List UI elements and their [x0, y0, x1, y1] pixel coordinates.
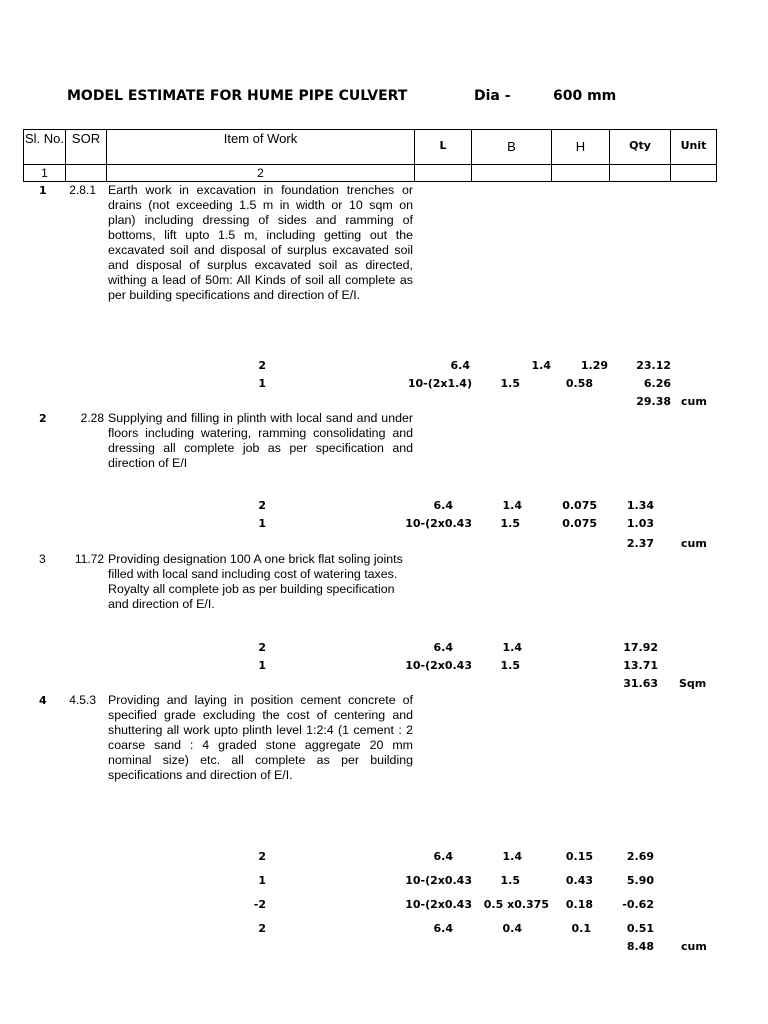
header-unit: Unit	[680, 139, 707, 152]
measure-b: 1.4	[502, 499, 522, 512]
measure-qty: 13.71	[623, 659, 658, 672]
measure-h: 0.075	[562, 499, 597, 512]
measure-nos: 1	[258, 517, 266, 530]
header-sor: SOR	[71, 131, 101, 146]
subheader-item: 2	[257, 166, 264, 180]
measure-l: 6.4	[433, 850, 453, 863]
measure-qty: 17.92	[623, 641, 658, 654]
item-unit: Sqm	[679, 677, 707, 690]
measure-b: 1.4	[502, 850, 522, 863]
header-b: B	[507, 139, 516, 154]
measure-l: 6.4	[433, 499, 453, 512]
header-slno: Sl. No.	[24, 131, 64, 146]
measure-l: 6.4	[433, 641, 453, 654]
subheader-slno: 1	[41, 166, 48, 180]
item-sor: 2.8.1	[69, 183, 96, 197]
measure-b: 1.4	[531, 359, 551, 372]
measure-b: 1.5	[500, 517, 520, 530]
measure-qty: 23.12	[636, 359, 671, 372]
measure-l: 10-(2x0.43	[405, 517, 472, 530]
item-description: Earth work in excavation in foundation trenches or drains (not exceeding 1.5 m in width or 10 sqm on plan) including dressing of sides and ramming of bottoms, lift upto 1.5 m, including getting out the excavated soil and disposal of surplus excavated soil and disposal of surplus excavated soil as directed, withing a lead of 50m: All Kinds of soil all complete as per building specifications and direction of E/I.	[108, 183, 413, 302]
item-slno: 1	[39, 184, 47, 197]
item-unit: cum	[681, 940, 707, 953]
item-unit: cum	[681, 537, 707, 550]
header-item: Item of Work	[223, 131, 298, 146]
measure-nos: 2	[258, 359, 266, 372]
measure-qty: 2.69	[626, 850, 654, 863]
header-qty: Qty	[629, 139, 651, 152]
dia-label: Dia -	[474, 88, 511, 104]
item-description: Providing designation 100 A one brick flat soling joints filled with local sand including cost of watering taxes. Royalty all complete job as per building specification and direction of E/I.	[108, 552, 403, 611]
item-slno: 3	[39, 552, 46, 566]
measure-nos: 2	[258, 922, 266, 935]
measure-b: 1.5	[500, 874, 520, 887]
measure-l: 10-(2x0.43	[405, 659, 472, 672]
measure-qty: 1.03	[626, 517, 654, 530]
item-total: 29.38	[636, 395, 671, 408]
measure-nos: -2	[253, 898, 266, 911]
item-sor: 11.72	[74, 552, 104, 566]
measure-nos: 1	[258, 377, 266, 390]
item-slno: 2	[39, 412, 47, 425]
item-slno: 4	[39, 694, 47, 707]
measure-qty: 6.26	[643, 377, 671, 390]
measure-qty: 0.51	[626, 922, 654, 935]
measure-qty: -0.62	[622, 898, 654, 911]
measure-nos: 1	[258, 659, 266, 672]
item-sor: 4.5.3	[69, 693, 96, 707]
measure-b: 1.5	[500, 377, 520, 390]
item-total: 2.37	[626, 537, 654, 550]
measure-h: 0.075	[562, 517, 597, 530]
measure-l: 6.4	[450, 359, 470, 372]
measure-nos: 1	[258, 874, 266, 887]
measure-h: 0.58	[565, 377, 593, 390]
measure-b: 1.5	[500, 659, 520, 672]
measure-b: 1.4	[502, 641, 522, 654]
measure-qty: 1.34	[626, 499, 654, 512]
measure-h: 1.29	[580, 359, 608, 372]
measure-l: 10-(2x1.4)	[407, 377, 472, 390]
measure-h: 0.18	[565, 898, 593, 911]
item-unit: cum	[681, 395, 707, 408]
item-total: 8.48	[626, 940, 654, 953]
item-total: 31.63	[623, 677, 658, 690]
header-l: L	[439, 139, 447, 152]
item-description: Supplying and filling in plinth with local sand and under floors including watering, ramming consolidating and dressing all complete job as per specification and direction of E/I	[108, 411, 413, 470]
measure-qty: 5.90	[626, 874, 654, 887]
header-h: H	[575, 139, 586, 154]
item-sor: 2.28	[80, 411, 104, 425]
page-title: MODEL ESTIMATE FOR HUME PIPE CULVERT	[67, 88, 408, 104]
measure-b: 0.5 x0.375	[483, 898, 549, 911]
measure-nos: 2	[258, 499, 266, 512]
dia-value: 600 mm	[553, 88, 617, 104]
measure-h: 0.1	[571, 922, 591, 935]
item-description: Providing and laying in position cement concrete of specified grade excluding the cost of centering and shuttering all work upto plinth level 1:2:4 (1 cement : 2 coarse sand : 4 graded stone aggregate 20 mm nominal size) etc. all complete as per building specifications and direction of E/I.	[108, 693, 413, 782]
measure-nos: 2	[258, 850, 266, 863]
measure-l: 6.4	[433, 922, 453, 935]
measure-nos: 2	[258, 641, 266, 654]
measure-h: 0.15	[565, 850, 593, 863]
measure-h: 0.43	[565, 874, 593, 887]
measure-l: 10-(2x0.43	[405, 874, 472, 887]
measure-l: 10-(2x0.43	[405, 898, 472, 911]
measure-b: 0.4	[502, 922, 522, 935]
